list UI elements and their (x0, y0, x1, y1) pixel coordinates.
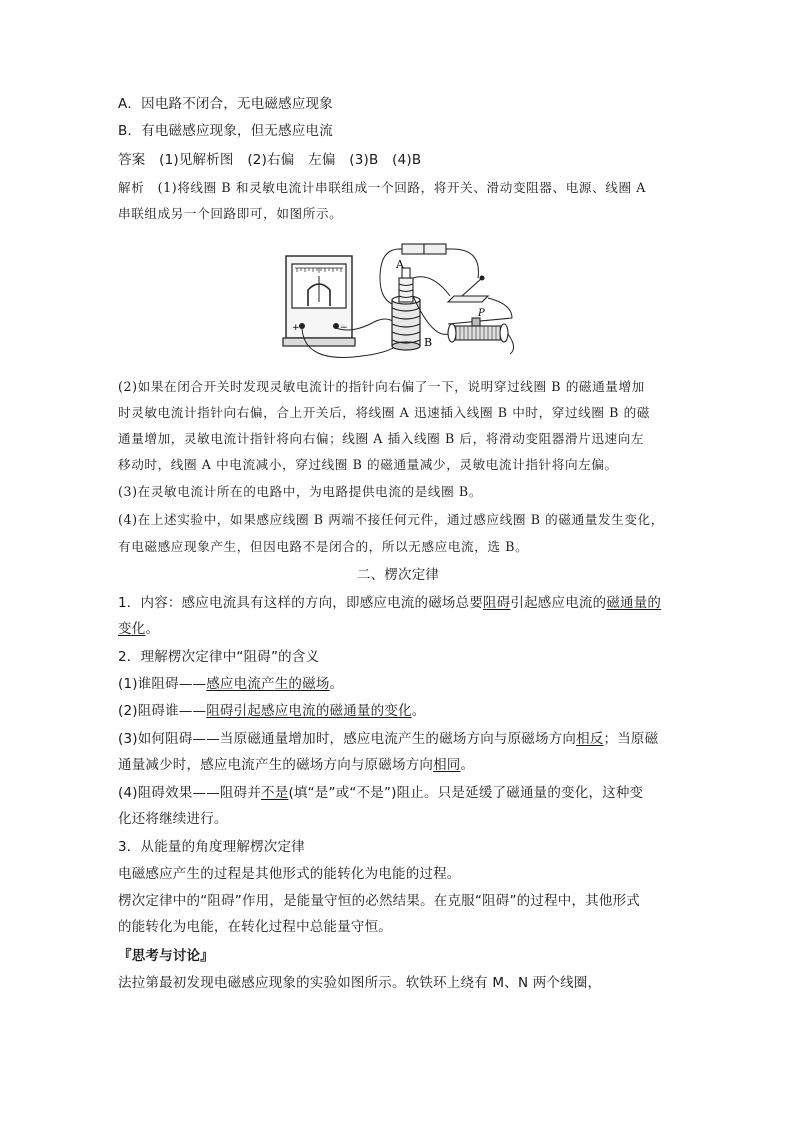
circuit-diagram (282, 238, 520, 368)
sub3-prefix: (3)如何阻碍——当原磁通量增加时，感应电流产生的磁场方向与原磁场方向 (118, 731, 577, 747)
sub4-line1 (118, 783, 678, 803)
sub1-end: 。 (329, 676, 344, 692)
sub4-line1-end: (填“是”或“不是”)阻止。只是延缓了磁通量的变化，这种变 (288, 785, 644, 801)
sub3-line2 (118, 755, 678, 775)
item1-prefix: 1．内容：感应电流具有这样的方向，即感应电流的磁场总要 (118, 595, 483, 611)
analysis-p2-line3: 通量增加，灵敏电流计指针将向右偏；线圈 A 插入线圈 B 后，将滑动变阻器滑片迅速向左 (118, 431, 645, 446)
label-b: B (424, 336, 433, 349)
sub3-underline-opposite: 相反 (576, 731, 604, 747)
item1-underline-flux: 磁通量的 (606, 595, 662, 611)
energy-line1: 电磁感应产生的过程是其他形式的能转化为电能的过程。 (118, 866, 461, 882)
item1-line2 (118, 619, 678, 639)
wire-coil-switch (413, 277, 450, 296)
analysis-p2-line2: 时灵敏电流计指针向右偏，合上开关后，将线圈 A 迅速插入线圈 B 中时，穿过线圈 B 的磁 (118, 405, 650, 420)
rheostat (448, 318, 512, 342)
item1-underline-obstruct: 阻碍 (483, 595, 511, 611)
analysis-label: 解析 (118, 180, 145, 195)
analysis-p1-text1: (1)将线圈 B 和灵敏电流计串联组成一个回路，将开关、滑动变阻器、电源、线圈 A (157, 180, 646, 195)
answer-line (118, 150, 678, 170)
item1-line1 (118, 593, 678, 613)
item1-underline-change: 变化 (118, 621, 146, 637)
option-a: A．因电路不闭合，无电磁感应现象 (118, 96, 333, 112)
sub4-line2: 化还将继续进行。 (118, 811, 228, 827)
answer-text: (1)见解析图 (2)右偏 左偏 (3)B (4)B (159, 152, 422, 168)
analysis-p1-line1 (118, 178, 678, 198)
sub2-underline: 阻碍引起感应电流的磁通量的变化 (206, 703, 412, 719)
label-p: P (478, 308, 485, 319)
sub1 (118, 674, 678, 694)
circuit-figure (282, 238, 520, 368)
wire-switch-rheostat (488, 298, 512, 318)
section-title: 二、楞次定律 (356, 567, 440, 583)
wire-battery-switch (450, 249, 478, 278)
analysis-p4-line1: (4)在上述实验中，如果感应线圈 B 两端不接任何元件，通过感应线圈 B 的磁通量发生变化， (118, 512, 664, 527)
sub3-underline-same: 相同 (433, 757, 461, 773)
item1-mid: 引起感应电流的 (510, 595, 607, 611)
sub2-prefix: (2)阻碍谁—— (118, 703, 207, 719)
label-a: A (396, 258, 404, 271)
item3: 3．从能量的角度理解楞次定律 (118, 839, 305, 855)
coil-b (392, 296, 420, 350)
discussion-text: 法拉第最初发现电磁感应现象的实验如图所示。软铁环上绕有 M、N 两个线圈， (118, 975, 602, 991)
item2: 2．理解楞次定律中“阻碍”的含义 (118, 649, 320, 665)
sub3-line1 (118, 729, 678, 749)
energy-line3: 的能转化为电能，在转化过程中总能量守恒。 (118, 919, 392, 935)
answer-label: 答案 (118, 152, 146, 168)
wire-rheostat-end (508, 334, 514, 354)
sub3-line2-end: 。 (460, 757, 475, 773)
option-b: B．有电磁感应现象，但无感应电流 (118, 123, 333, 139)
sub3-line2-prefix: 通量减少时，感应电流产生的磁场方向与原磁场方向 (118, 757, 434, 773)
energy-line2: 楞次定律中的“阻碍”作用，是能量守恒的必然结果。在克服“阻碍”的过程中，其他形式 (118, 893, 640, 909)
battery (398, 244, 450, 254)
sub4-prefix: (4)阻碍效果——阻碍并 (118, 785, 262, 801)
discussion-title: 『思考与讨论』 (118, 948, 214, 964)
minus-sign: − (340, 323, 348, 333)
sub1-underline: 感应电流产生的磁场 (206, 676, 330, 692)
galvanometer-base (283, 338, 355, 346)
analysis-p2-line1: (2)如果在闭合开关时发现灵敏电流计的指针向右偏了一下，说明穿过线圈 B 的磁通量增加 (118, 379, 645, 394)
sub2-end: 。 (411, 703, 426, 719)
sub4-underline: 不是 (261, 785, 289, 801)
sub1-prefix: (1)谁阻碍—— (118, 676, 207, 692)
sub3-line1-end: ；当原磁 (603, 731, 659, 747)
item1-end: 。 (145, 621, 160, 637)
analysis-p1-line2: 串联组成另一个回路即可，如图所示。 (118, 206, 343, 221)
sub2 (118, 701, 678, 721)
analysis-p3: (3)在灵敏电流计所在的电路中，为电路提供电流的是线圈 B。 (118, 484, 482, 499)
analysis-p4-line2: 有电磁感应现象产生，但因电路不是闭合的，所以无感应电流，选 B。 (118, 539, 529, 554)
analysis-p2-line4: 移动时，线圈 A 中电流减小，穿过线圈 B 的磁通量减少，灵敏电流计指针将向左偏。 (118, 457, 618, 472)
switch (448, 276, 488, 302)
plus-sign: + (292, 323, 300, 333)
coil-a (399, 268, 413, 302)
